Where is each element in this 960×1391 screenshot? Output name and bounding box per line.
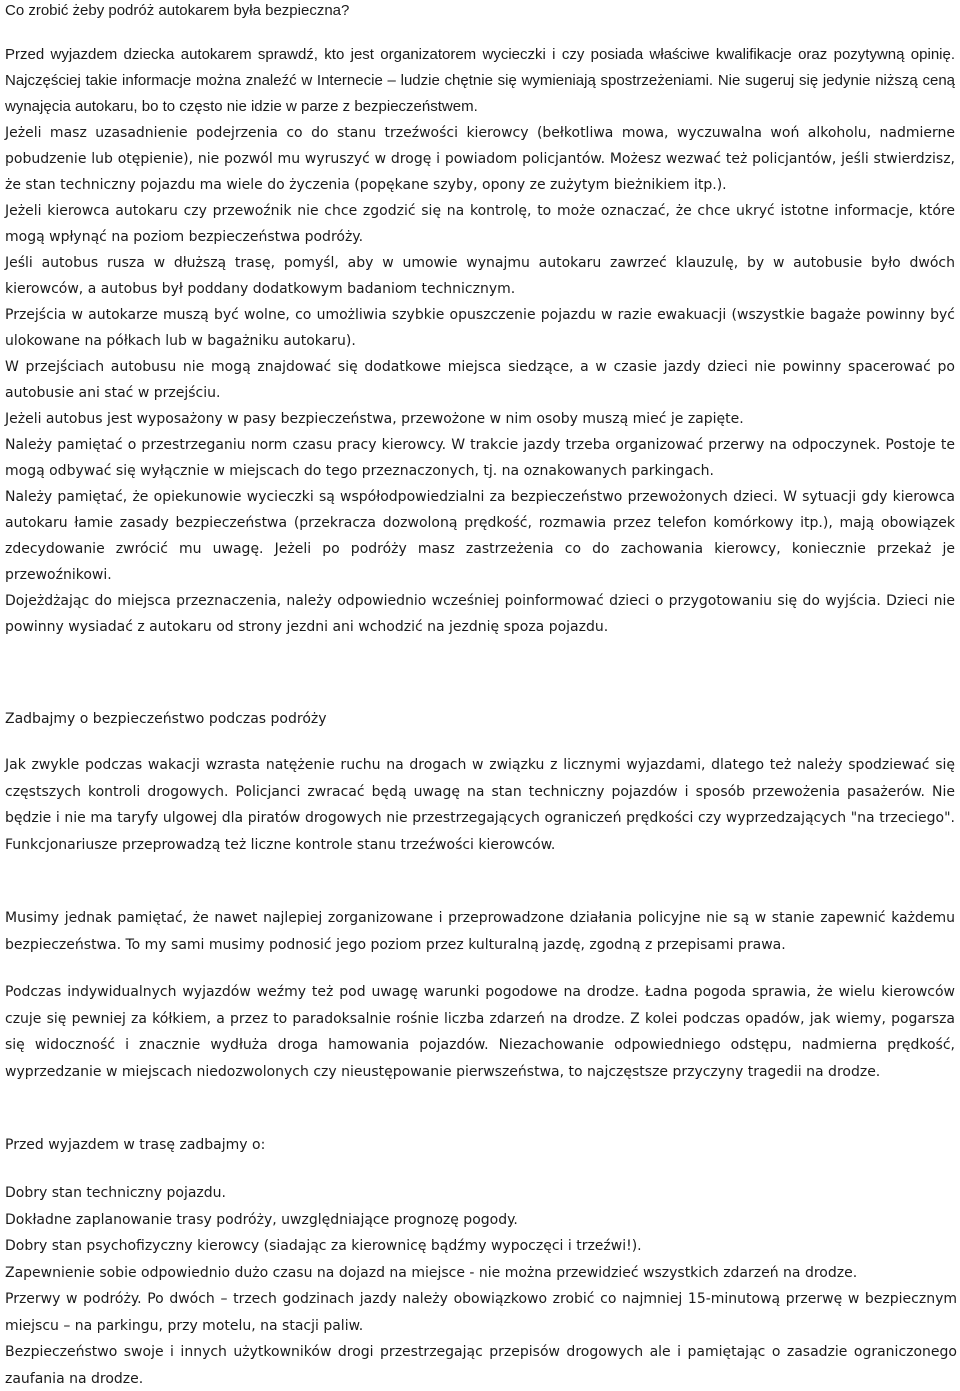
intro-paragraph: Jeśli autobus rusza w dłuższą trasę, pomyśl, aby w umowie wynajmu autokaru zawrzeć klauzulę, by w autobusie było dwóch kierowców, a autobus był poddany dodatkowym badaniom technicznym. [5,255,955,297]
list-item: Zapewnienie sobie odpowiednio dużo czasu na dojazd na miejsce - nie można przewidzieć wszystkich zdarzeń na drodze. [5,1264,858,1281]
section-subheading: Zadbajmy o bezpieczeństwo podczas podróży [5,711,327,727]
intro-paragraph: W przejściach autobusu nie mogą znajdować się dodatkowe miejsca siedzące, a w czasie jazdy dzieci nie powinny spacerować po autobusie ani stać w przejściu. [5,359,955,401]
intro-paragraph: Dojeżdżając do miejsca przeznaczenia, należy odpowiednio wcześniej poinformować dzieci o przygotowaniu się do wyjścia. Dzieci nie powinny wysiadać z autokaru od strony jezdni ani wchodzić na jezdnię spoza pojazdu. [5,593,955,635]
intro-paragraph: Należy pamiętać, że opiekunowie wycieczki są współodpowiedzialni za bezpieczeństwo przewożonych dzieci. W sytuacji gdy kierowca autokaru łamie zasady bezpieczeństwa (przekracza dozwoloną prędkość, rozmawia przez telefon komórkowy itp.), mają obowiązek zdecydowanie zwrócić mu uwagę. Jeżeli po podróży masz zastrzeżenia co do zachowania kierowcy, koniecznie przekaż je przewoźnikowi. [5,489,955,583]
intro-paragraph: Przejścia w autokarze muszą być wolne, co umożliwia szybkie opuszczenie pojazdu w razie ewakuacji (wszystkie bagaże powinny być ulokowane na półkach lub w bagażniku autokaru). [5,307,955,349]
intro-section [5,42,955,640]
section-paragraph: Podczas indywidualnych wyjazdów weźmy też pod uwagę warunki pogodowe na drodze. Ładna pogoda sprawia, że wielu kierowców czuje się pewniej za kółkiem, a przez to paradoksalnie rośnie liczba zdarzeń na drodze. Z kolei podczas opadów, jak wiemy, pogarsza się widoczność i znacznie wydłuża droga hamowania pojazdów. Niezachowanie odpowiedniego odstępu, nadmierna prędkość, wyprzedzanie w miejscach niedozwolonych czy nieustępowanie pierwszeństwa, to najczęstsze przyczyny tragedii na drodze. [5,984,955,1080]
list-item: Dobry stan techniczny pojazdu. [5,1185,226,1201]
section-paragraph: Jak zwykle podczas wakacji wzrasta natężenie ruchu na drogach w związku z licznymi wyjazdami, dlatego też należy spodziewać się częstszych kontroli drogowych. Policjanci zwracać będą uwagę na stan techniczny pojazdów i sposób przewożenia pasażerów. Nie będzie i nie ma taryfy ulgowej dla piratów drogowych nie przestrzegających ograniczeń prędkości czy wyprzedzających "na trzeciego". Funkcjonariusze przeprowadzą też liczne kontrole stanu trzeźwości kierowców. [5,757,955,853]
intro-paragraph: Jeżeli masz uzasadnienie podejrzenia co do stanu trzeźwości kierowcy (bełkotliwa mowa, wyczuwalna woń alkoholu, nadmierne pobudzenie lub otępienie), nie pozwól mu wyruszyć w drogę i powiadom policjantów. Możesz wezwać też policjantów, jeśli stwierdzisz, że stan techniczny pojazdu ma wiele do życzenia (popękane szyby, opony ze zużytym bieżnikiem itp.). [5,125,955,193]
section-paragraph: Musimy jednak pamiętać, że nawet najlepiej zorganizowane i przeprowadzone działania policyjne nie są w stanie zapewnić każdemu bezpieczeństwa. To my sami musimy podnosić jego poziom przez kulturalną jazdę, zgodną z przepisami prawa. [5,910,955,953]
list-item: Dokładne zaplanowanie trasy podróży, uwzględniające prognozę pogody. [5,1211,518,1228]
intro-paragraph: Należy pamiętać o przestrzeganiu norm czasu pracy kierowcy. W trakcie jazdy trzeba organizować przerwy na odpoczynek. Postoje te mogą odbywać się wyłącznie w miejscach do tego przeznaczonych, tj. na oznakowanych parkingach. [5,437,955,479]
list-item: Bezpieczeństwo swoje i innych użytkowników drogi przestrzegając przepisów drogowych ale i pamiętając o zasadzie ograniczonego zaufania na drodze. [5,1344,957,1387]
list-item: Przerwy w podróży. Po dwóch – trzech godzinach jazdy należy obowiązkowo zrobić co najmniej 15-minutową przerwę w bezpiecznym miejscu – na parkingu, przy motelu, na stacji paliw. [5,1291,957,1334]
checklist [5,1180,957,1391]
list-item: Dobry stan psychofizyczny kierowcy (siadając za kierownicę bądźmy wypoczęci i trzeźwi!). [5,1238,642,1254]
intro-paragraph: Przed wyjazdem dziecka autokarem sprawdź, kto jest organizatorem wycieczki i czy posiada właściwe kwalifikacje oraz pozytywną opinię. Najczęściej takie informacje można znaleźć w Internecie – ludzie chętnie się wymieniają spostrzeżeniami. Nie sugeruj się jedynie niższą ceną wynajęcia autokaru, bo to często nie idzie w parze z bezpieczeństwem. [5,46,955,115]
intro-paragraph: Jeżeli kierowca autokaru czy przewoźnik nie chce zgodzić się na kontrolę, to może oznaczać, że chce ukryć istotne informacje, które mogą wpłynąć na poziom bezpieczeństwa podróży. [5,203,955,245]
section-paragraph: Przed wyjazdem w trasę zadbajmy o: [5,1137,266,1153]
page-title: Co zrobić żeby podróż autokarem była bezpieczna? [5,2,350,19]
intro-paragraph: Jeżeli autobus jest wyposażony w pasy bezpieczeństwa, przewożone w nim osoby muszą mieć je zapięte. [5,411,744,427]
